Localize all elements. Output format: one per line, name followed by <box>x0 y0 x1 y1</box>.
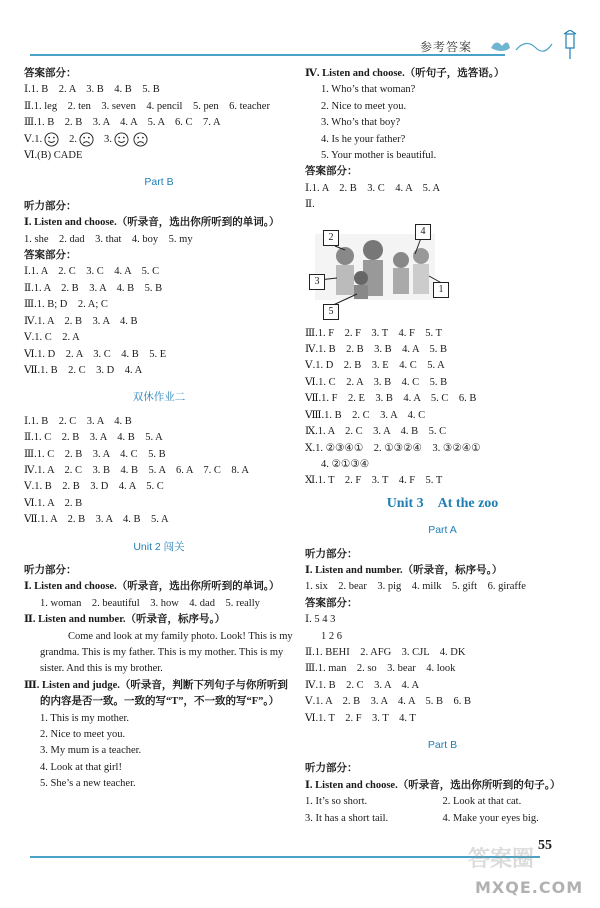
header-title: 参考答案 <box>420 40 473 54</box>
section-heading: 答案部分： <box>24 68 77 79</box>
sentence-item: 1. It’s so short. <box>305 796 368 808</box>
answer-line: 1 2 6 <box>321 630 342 642</box>
sentence-pair <box>305 811 580 827</box>
answer-prefix: Ⅴ.1. <box>24 133 43 145</box>
sentence-item: 4. Make your eyes big. <box>442 812 539 824</box>
answer-line: Ⅴ.1. A 2. B 3. A 4. A 5. B 6. B <box>305 696 471 708</box>
answer-line: Ⅲ.1. man 2. so 3. bear 4. look <box>305 663 456 675</box>
section-heading: Ⅲ. Listen and judge.（听录音，判断下列句子与你所听到 <box>24 679 288 691</box>
section-title: Part B <box>144 176 174 189</box>
answer-line: 1. Who’s that woman? <box>321 84 416 96</box>
answer-line: Ⅲ.1. C 2. B 3. A 4. C 5. B <box>24 448 166 460</box>
section-heading: 听力部分： <box>24 200 77 212</box>
answer-line: 1. This is my mother. <box>40 712 130 724</box>
answer-line: Ⅺ.1. T 2. F 3. T 4. F 5. T <box>305 475 443 487</box>
right-column <box>305 66 580 827</box>
section-heading: Ⅰ. Listen and choose.（听录音，选出你所听到的句子。） <box>305 779 561 791</box>
section-heading: Ⅳ. Listen and choose.（听句子，选答语。） <box>305 68 505 79</box>
section-heading: Ⅰ. Listen and number.（听录音，标序号。） <box>305 564 503 576</box>
answer-line: 1. she 2. dad 3. that 4. boy 5. my <box>24 233 193 245</box>
answer-line: 4. ②①③④ <box>321 458 370 470</box>
answer-line-smileys <box>24 132 294 148</box>
answer-line: Ⅴ.1. C 2. A <box>24 332 80 344</box>
answer-line: 1. six 2. bear 3. pig 4. milk 5. gift 6. giraffe <box>305 581 526 593</box>
sad-face-icon <box>79 132 94 147</box>
answer-line: Ⅰ. 5 4 3 <box>305 614 336 626</box>
answer-line: Ⅱ.1. leg 2. ten 3. seven 4. pencil 5. pen 6. teacher <box>24 100 270 112</box>
answer-number: 3. <box>103 133 112 145</box>
section-heading: Ⅰ. Listen and choose.（听录音，选出你所听到的单词。） <box>24 217 280 229</box>
answer-line: 4. Look at that girl! <box>40 761 122 773</box>
answer-line: Ⅹ.1. ②③④① 2. ①③②④ 3. ③②④① <box>305 442 481 454</box>
section-heading: 的内容是否一致。一致的写“T”，不一致的写“F”。） <box>40 696 280 708</box>
section-heading: Ⅰ. Listen and choose.（听录音，选出你所听到的单词。） <box>24 581 280 593</box>
answer-line: 2. Nice to meet you. <box>321 100 407 112</box>
happy-face-icon <box>44 132 59 147</box>
answer-line: Ⅲ.1. F 2. F 3. T 4. F 5. T <box>305 327 443 339</box>
section-heading: 听力部分： <box>24 564 77 576</box>
answer-line: Ⅳ.1. B 2. B 3. B 4. A 5. B <box>305 344 448 356</box>
answer-line: Ⅲ.1. B 2. B 3. A 4. A 5. A 6. C 7. A <box>24 117 221 129</box>
answer-line: 1. woman 2. beautiful 3. how 4. dad 5. really <box>40 597 260 609</box>
answer-line: Ⅶ.1. A 2. B 3. A 4. B 5. A <box>24 514 169 526</box>
answer-line: 2. Nice to meet you. <box>40 729 126 741</box>
section-title: Unit 2 闯关 <box>133 540 185 553</box>
sad-face-icon <box>133 132 148 147</box>
answer-line: Ⅱ.1. BEHI 2. AFG 3. CJL 4. DK <box>305 646 466 658</box>
watermark-text: 答案圈 <box>468 847 535 872</box>
section-title: 双休作业二 <box>132 391 186 404</box>
number-box: 3 <box>309 274 325 290</box>
sentence-pair <box>305 794 580 810</box>
answer-line: 4. Is he your father? <box>321 133 406 145</box>
left-column <box>24 66 294 793</box>
watermark-url: MXQE.COM <box>475 878 584 897</box>
answer-line: 3. My mum is a teacher. <box>40 745 142 757</box>
page-number: 55 <box>538 838 552 853</box>
answer-line: Ⅳ.1. B 2. C 3. A 4. A <box>305 679 420 691</box>
section-heading: 听力部分： <box>305 763 358 775</box>
answer-number: 2. <box>69 133 77 145</box>
answer-line: Ⅰ.1. A 2. B 3. C 4. A 5. A <box>305 182 441 194</box>
section-heading: 听力部分： <box>305 548 358 560</box>
sentence-item: 3. It has a short tail. <box>305 812 389 824</box>
number-box: 4 <box>415 224 431 240</box>
answer-line: Ⅱ. <box>305 199 315 211</box>
answer-line: Ⅱ.1. A 2. B 3. A 4. B 5. B <box>24 282 163 294</box>
answer-line: Ⅷ.1. B 2. C 3. A 4. C <box>305 409 426 421</box>
section-heading: 答案部分： <box>305 166 358 178</box>
number-box: 1 <box>433 282 449 298</box>
number-box: 5 <box>323 304 339 320</box>
family-photo-figure <box>305 220 455 322</box>
answer-line: 5. She’s a new teacher. <box>40 778 136 790</box>
answer-line: 5. Your mother is beautiful. <box>321 150 437 162</box>
answer-line: Ⅸ.1. A 2. C 3. A 4. B 5. C <box>305 426 447 438</box>
section-heading: 答案部分： <box>305 597 358 609</box>
section-title: Part A <box>428 524 457 537</box>
butterfly-lamp-icon <box>486 30 581 60</box>
answer-line: Ⅲ.1. B; D 2. A; C <box>24 299 108 311</box>
answer-line: Ⅶ.1. B 2. C 3. D 4. A <box>24 364 143 376</box>
answer-line: Ⅰ.1. B 2. A 3. B 4. B 5. B <box>24 84 160 96</box>
happy-face-icon <box>114 132 129 147</box>
answer-line: Ⅴ.1. D 2. B 3. E 4. C 5. A <box>305 360 445 372</box>
answer-line: Ⅱ.1. C 2. B 3. A 4. B 5. A <box>24 432 163 444</box>
answer-line: Ⅰ.1. B 2. C 3. A 4. B <box>24 415 132 427</box>
answer-line: Ⅵ.1. D 2. A 3. C 4. B 5. E <box>24 348 167 360</box>
unit-title: Unit 3 At the zoo <box>386 495 499 511</box>
number-box: 2 <box>323 230 339 246</box>
answer-line: 3. Who’s that boy? <box>321 117 401 129</box>
listening-passage: Come and look at my family photo. Look! This is my grandma. This is my father. This is my mother. This is my sister. And this is my brother. <box>40 630 293 675</box>
section-heading: Ⅱ. Listen and number.（听录音，标序号。） <box>24 614 226 626</box>
answer-line: Ⅰ.1. A 2. C 3. C 4. A 5. C <box>24 266 160 278</box>
footer-rule <box>30 856 540 858</box>
answer-line: Ⅵ.1. A 2. B <box>24 497 83 509</box>
section-heading: 答案部分： <box>24 250 77 262</box>
answer-line: Ⅳ.1. A 2. C 3. B 4. B 5. A 6. A 7. C 8. A <box>24 464 249 476</box>
answer-line: Ⅴ.1. B 2. B 3. D 4. A 5. C <box>24 481 164 493</box>
sentence-item: 2. Look at that cat. <box>442 796 522 808</box>
answer-line: Ⅵ.1. T 2. F 3. T 4. T <box>305 712 416 724</box>
answer-line: Ⅵ.(B) CADE <box>24 150 83 162</box>
answer-line: Ⅳ.1. A 2. B 3. A 4. B <box>24 315 138 327</box>
answer-line: Ⅵ.1. C 2. A 3. B 4. C 5. B <box>305 376 448 388</box>
answer-line: Ⅶ.1. F 2. E 3. B 4. A 5. C 6. B <box>305 393 477 405</box>
section-title: Part B <box>427 739 458 751</box>
